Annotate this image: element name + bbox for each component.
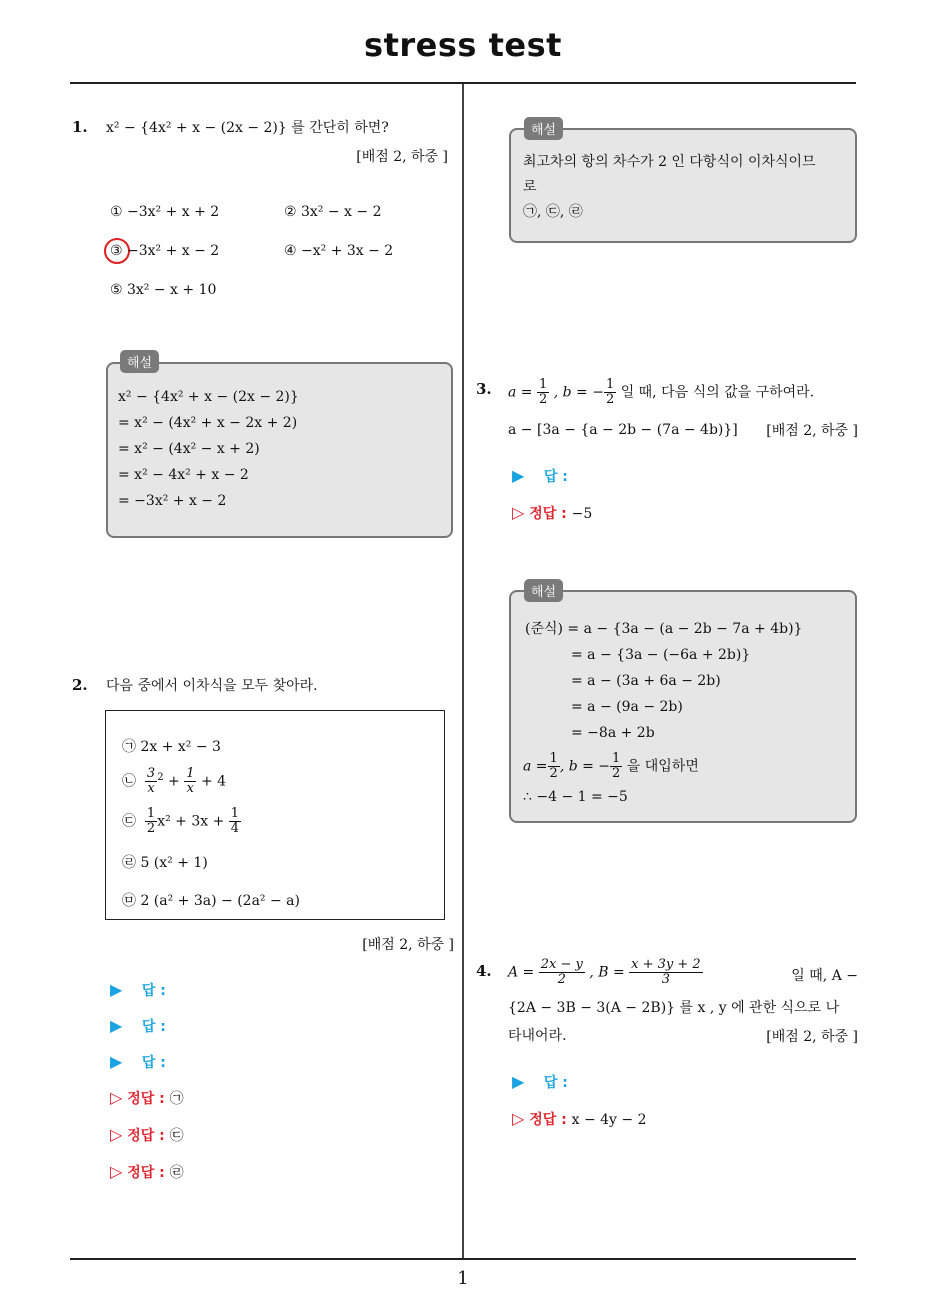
choice-4[interactable]: ④ −x² + 3x − 2	[284, 243, 394, 259]
correct-answer-row: ▷ 정답 : ㉠	[110, 1088, 184, 1107]
correct-answer-row: ▷ 정답 : ㉢	[110, 1125, 184, 1144]
solution-substitution: a = $\frac{1}{2}$ , b = − $\frac{1}{2}$ 을 대입하면	[523, 751, 699, 781]
outline-triangle-icon: ▷	[512, 1109, 525, 1128]
question-line-3: 타내어라.	[508, 1028, 567, 1044]
correct-answer-row: ▷ 정답 : −5	[512, 503, 593, 522]
outline-triangle-icon: ▷	[512, 503, 525, 522]
filled-triangle-icon: ▶	[110, 1052, 123, 1071]
question-number: 2.	[72, 676, 88, 694]
solution-line: = x² − (4x² + x − 2x + 2)	[118, 415, 298, 431]
question-expression: a − [3a − {a − 2b − (7a − 4b)}]	[508, 422, 738, 438]
page-number: 1	[457, 1268, 469, 1289]
solution-tag: 해설	[120, 350, 159, 373]
answer-row[interactable]: ▶ 답 :	[110, 1016, 166, 1035]
column-divider	[462, 84, 464, 1260]
solution-line: x² − {4x² + x − (2x − 2)}	[118, 389, 299, 405]
question-condition: a = $\frac{1}{2}$ , b = − $\frac{1}{2}$ 일 때, 다음 식의 값을 구하여라.	[508, 377, 815, 407]
question-text: 다음 중에서 이차식을 모두 찾아라.	[106, 678, 318, 694]
correct-answer-row: ▷ 정답 : x − 4y − 2	[512, 1109, 647, 1128]
solution-line: (준식) = a − {3a − (a − 2b − 7a + 4b)}	[525, 621, 803, 637]
filled-triangle-icon: ▶	[110, 980, 123, 999]
question-number: 4.	[476, 962, 492, 980]
filled-triangle-icon: ▶	[512, 1072, 525, 1091]
page-title: stress test	[364, 26, 562, 64]
solution-line: 최고차의 항의 차수가 2 인 다항식이 이차식이므	[523, 154, 816, 170]
filled-triangle-icon: ▶	[512, 466, 525, 485]
answer-row[interactable]: ▶ 답 :	[110, 1052, 166, 1071]
solution-line: ㉠, ㉢, ㉣	[523, 204, 583, 220]
solution-line: = x² − (4x² − x + 2)	[118, 441, 260, 457]
footer-divider	[70, 1258, 856, 1260]
options-box	[105, 710, 445, 920]
answer-row[interactable]: ▶ 답 :	[512, 466, 568, 485]
solution-conclusion: ∴ −4 − 1 = −5	[523, 789, 628, 805]
solution-line: = −3x² + x − 2	[118, 493, 227, 509]
solution-tag: 해설	[524, 117, 563, 140]
solution-box	[106, 362, 453, 538]
score-label: [배점 2, 하중 ]	[356, 149, 448, 165]
solution-line: = a − (9a − 2b)	[571, 699, 683, 715]
choice-2[interactable]: ② 3x² − x − 2	[284, 204, 382, 220]
solution-line: 로	[523, 179, 537, 195]
score-label: [배점 2, 하중 ]	[766, 423, 858, 439]
score-label: [배점 2, 하중 ]	[766, 1029, 858, 1045]
answer-row[interactable]: ▶ 답 :	[512, 1072, 568, 1091]
solution-box	[509, 128, 857, 243]
option-c: ㉢ $\frac{1}{2}$ x² + 3x + $\frac{1}{4}$	[122, 806, 240, 836]
question-line-2: {2A − 3B − 3(A − 2B)} 를 x , y 에 관한 식으로 나	[508, 1000, 840, 1016]
solution-line: = −8a + 2b	[571, 725, 655, 741]
option-b: ㉡ $\frac{3}{x}$ $^2$ + $\frac{1}{x}$ + 4	[122, 766, 227, 796]
answer-row[interactable]: ▶ 답 :	[110, 980, 166, 999]
solution-box	[509, 590, 857, 823]
correct-answer-row: ▷ 정답 : ㉣	[110, 1162, 184, 1181]
option-e: ㉤ 2 (a² + 3a) − (2a² − a)	[122, 893, 300, 909]
choice-5[interactable]: ⑤ 3x² − x + 10	[110, 282, 217, 298]
solution-line: = a − (3a + 6a − 2b)	[571, 673, 721, 689]
solution-tag: 해설	[524, 579, 563, 602]
choice-1[interactable]: ① −3x² + x + 2	[110, 204, 220, 220]
option-a: ㉠ 2x + x² − 3	[122, 739, 221, 755]
filled-triangle-icon: ▶	[110, 1016, 123, 1035]
choice-3[interactable]: ③ −3x² + x − 2	[110, 243, 220, 259]
solution-line: = a − {3a − (−6a + 2b)}	[571, 647, 751, 663]
question-number: 3.	[476, 380, 492, 398]
question-text: x² − {4x² + x − (2x − 2)} 를 간단히 하면?	[106, 120, 389, 136]
solution-line: = x² − 4x² + x − 2	[118, 467, 249, 483]
option-d: ㉣ 5 (x² + 1)	[122, 855, 208, 871]
outline-triangle-icon: ▷	[110, 1088, 123, 1107]
score-label: [배점 2, 하중 ]	[362, 937, 454, 953]
question-line-1: A = $\frac{2x - y}{2}$ , B = $\frac{x + 3y + 2}{3}$ 일 때, A −	[508, 957, 858, 987]
question-number: 1.	[72, 118, 88, 136]
outline-triangle-icon: ▷	[110, 1162, 123, 1181]
outline-triangle-icon: ▷	[110, 1125, 123, 1144]
